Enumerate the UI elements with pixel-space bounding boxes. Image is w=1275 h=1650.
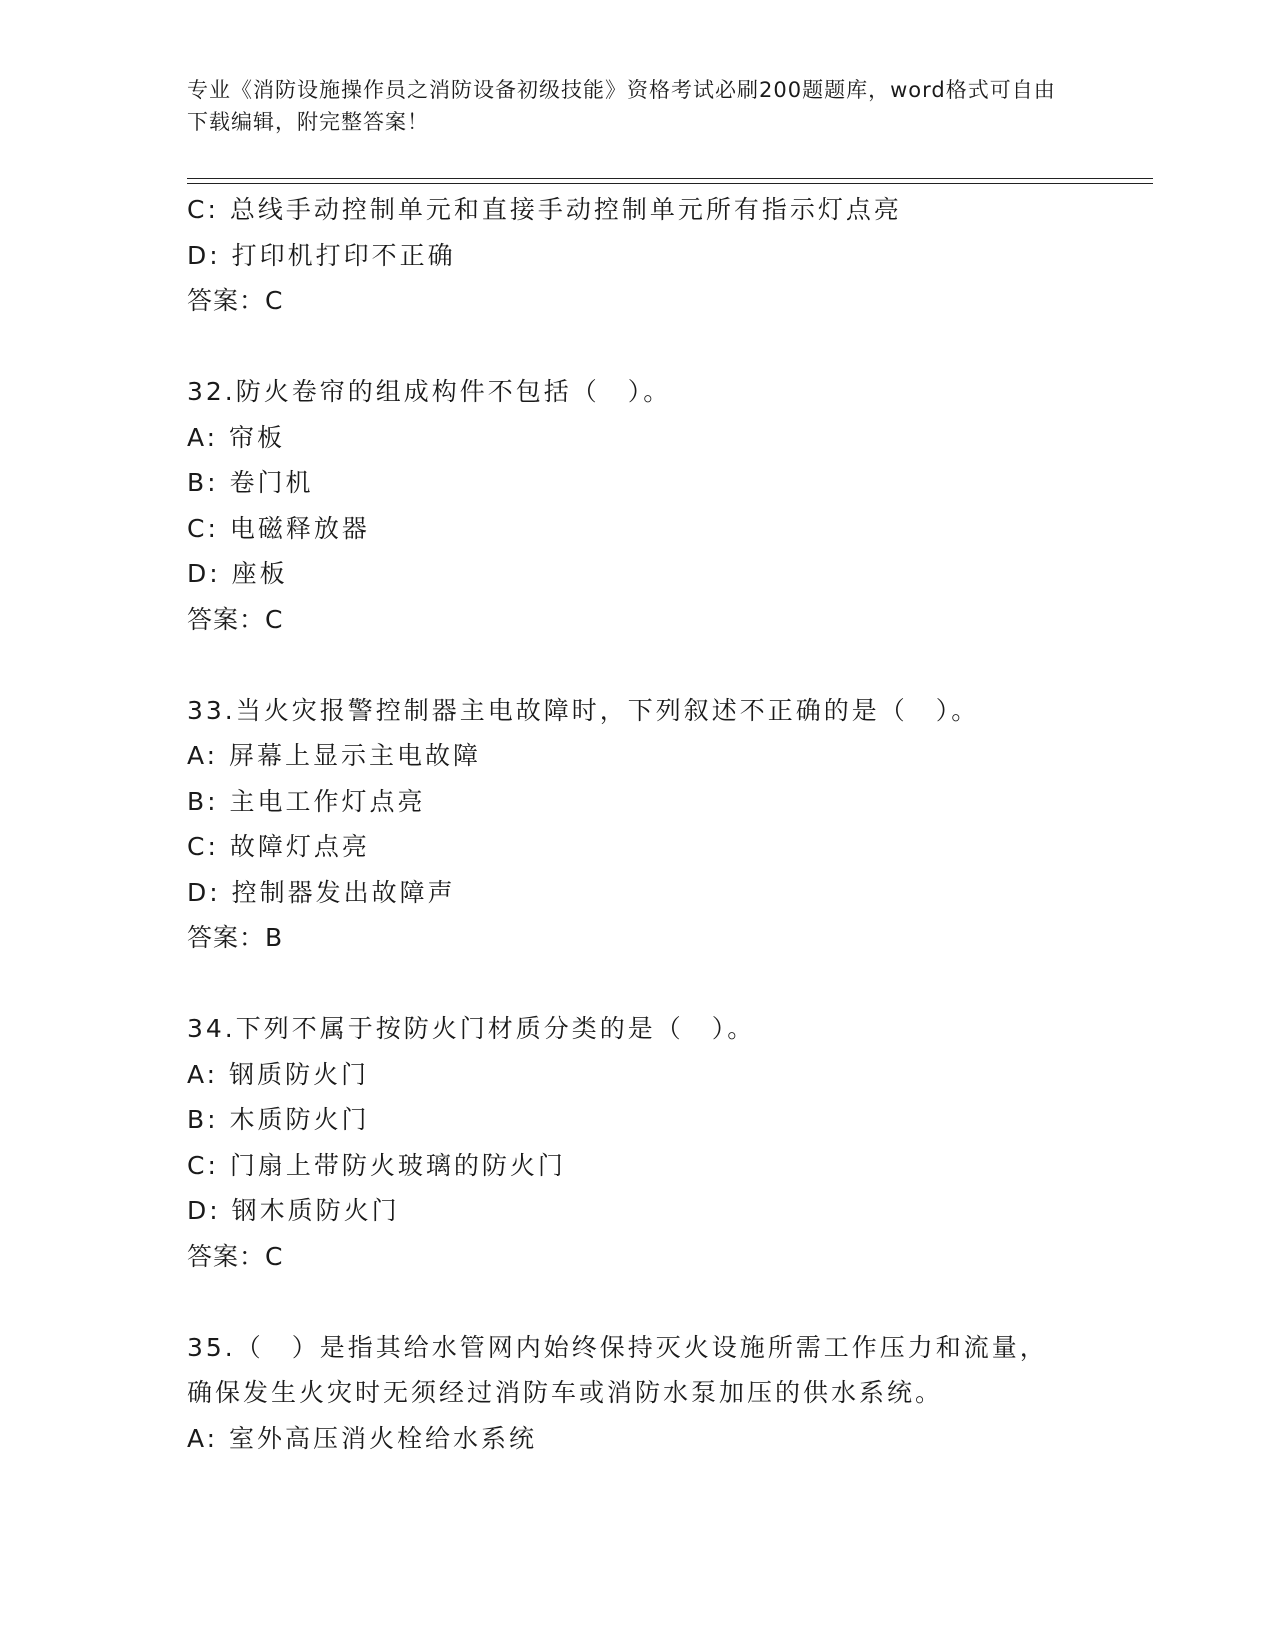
- question-stem-line-1: 35.（ ）是指其给水管网内始终保持灭火设施所需工作压力和流量，: [187, 1332, 1048, 1362]
- answer-line: 答案：B: [187, 923, 284, 952]
- header-divider-bottom: [187, 183, 1153, 184]
- question-stem: 33.当火灾报警控制器主电故障时，下列叙述不正确的是（ ）。: [187, 695, 980, 725]
- question-35: [187, 1325, 1117, 1462]
- answer-line: 答案：C: [187, 604, 284, 634]
- answer-line: 答案：C: [187, 1241, 284, 1271]
- option-c: C: 故障灯点亮: [187, 832, 370, 861]
- question-31-continued: [187, 187, 1117, 324]
- question-stem-line-2: 确保发生火灾时无须经过消防车或消防水泵加压的供水系统。: [187, 1378, 944, 1407]
- option-d: D: 座板: [187, 559, 288, 588]
- document-header: 专业《消防设施操作员之消防设备初级技能》资格考试必刷200题题库，word格式可自由下载编辑，附完整答案！: [187, 78, 1056, 134]
- option-b: B: 木质防火门: [187, 1105, 370, 1134]
- question-list: [187, 187, 1117, 1461]
- answer-line: 答案：C: [187, 286, 284, 315]
- option-b: B: 主电工作灯点亮: [187, 786, 426, 816]
- option-c: C: 门扇上带防火玻璃的防火门: [187, 1150, 566, 1180]
- option-d: D: 钢木质防火门: [187, 1196, 400, 1225]
- spacer: [187, 961, 1117, 1007]
- option-c: C: 总线手动控制单元和直接手动控制单元所有指示灯点亮: [187, 195, 902, 224]
- spacer: [187, 642, 1117, 688]
- question-33: [187, 688, 1117, 961]
- option-a: A: 室外高压消火栓给水系统: [187, 1423, 538, 1453]
- question-stem: 34.下列不属于按防火门材质分类的是（ ）。: [187, 1014, 756, 1043]
- question-32: [187, 369, 1117, 642]
- option-d: D: 打印机打印不正确: [187, 240, 456, 270]
- spacer: [187, 1279, 1117, 1325]
- option-a: A: 帘板: [187, 422, 286, 452]
- option-a: A: 屏幕上显示主电故障: [187, 741, 482, 770]
- header-divider-top: [187, 178, 1153, 179]
- option-b: B: 卷门机: [187, 468, 314, 497]
- spacer: [187, 324, 1117, 370]
- option-a: A: 钢质防火门: [187, 1059, 370, 1089]
- option-d: D: 控制器发出故障声: [187, 877, 456, 907]
- question-stem: 32.防火卷帘的组成构件不包括（ ）。: [187, 377, 672, 406]
- question-34: [187, 1006, 1117, 1279]
- option-c: C: 电磁释放器: [187, 513, 370, 543]
